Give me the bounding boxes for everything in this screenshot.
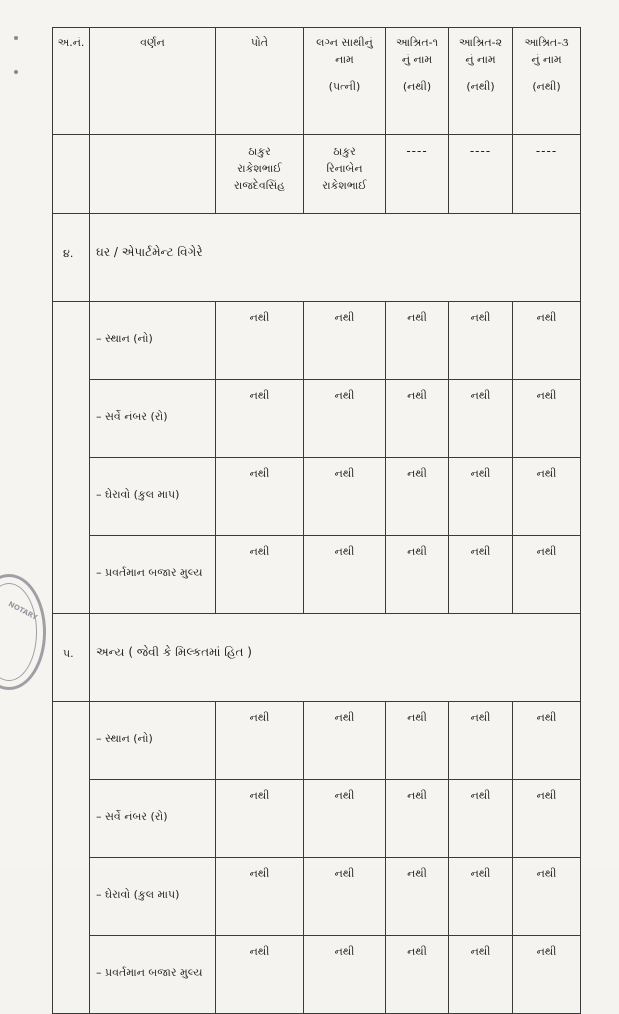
notary-stamp-text: NOTARY (6, 600, 39, 622)
header-spouse-line3: (પત્ની) (328, 80, 361, 93)
header-dep3-line3: (નથી) (532, 80, 561, 93)
value-dep2: નથી (449, 858, 513, 936)
value-spouse: નથી (304, 702, 386, 780)
header-description: વર્ણન (90, 28, 216, 135)
value-dep3: નથી (513, 380, 581, 458)
value-self: નથી (216, 380, 304, 458)
header-dep2-line1: આશ્રિત-૨ (458, 36, 503, 49)
names-desc-empty (90, 135, 216, 214)
table-row (53, 702, 581, 780)
section-5-serial: પ. (53, 614, 90, 702)
section-5-title: અન્ય ( જેવી કે મિલ્કતમાં હિત ) (90, 614, 386, 702)
table-row (53, 380, 581, 458)
value-self: નથી (216, 302, 304, 380)
value-self: નથી (216, 702, 304, 780)
row-label: – પ્રવર્તમાન બજાર મુલ્ય (90, 536, 216, 614)
table-row (53, 858, 581, 936)
header-dep1-line3: (નથી) (402, 80, 432, 93)
table-row (53, 780, 581, 858)
value-dep3: નથી (513, 858, 581, 936)
section-5-filler (386, 614, 581, 702)
value-dep1: નથી (386, 302, 449, 380)
value-spouse: નથી (304, 458, 386, 536)
value-dep2: નથી (449, 936, 513, 1014)
value-dep1: નથી (386, 858, 449, 936)
value-dep2: નથી (449, 702, 513, 780)
section-4-header (53, 214, 581, 302)
section-5-header (53, 614, 581, 702)
row-label: – પ્રવર્તમાન બજાર મુલ્ય (90, 936, 216, 1014)
value-self: નથી (216, 858, 304, 936)
row-label: – સ્થાન (નો) (90, 302, 216, 380)
header-dep2-line2: નું નામ (465, 53, 496, 66)
value-dep1: નથી (386, 380, 449, 458)
value-spouse: નથી (304, 858, 386, 936)
punch-hole (14, 36, 18, 40)
value-dep2: નથી (449, 302, 513, 380)
spouse-name-line1: ઠાકુર (333, 145, 356, 158)
notary-stamp-inner-ring (0, 583, 37, 681)
value-self: નથી (216, 780, 304, 858)
header-dependent-1 (386, 28, 449, 135)
value-dep1: નથી (386, 458, 449, 536)
punch-hole (14, 70, 18, 74)
header-dep3-line2: નું નામ (531, 53, 562, 66)
value-dep3: નથી (513, 458, 581, 536)
self-name-line2: રાકેશભાઈ (237, 162, 282, 175)
header-spouse-line1: લગ્ન સાથીનું (316, 36, 373, 49)
value-dep2: નથી (449, 458, 513, 536)
header-spouse (304, 28, 386, 135)
section-4-title: ઘર / એપાર્ટમેન્ટ વિગેરે (90, 214, 386, 302)
header-spouse-line2: નામ (335, 53, 354, 66)
header-dep1-line1: આશ્રિત-૧ (395, 36, 439, 49)
value-spouse: નથી (304, 536, 386, 614)
value-spouse: નથી (304, 380, 386, 458)
table-row (53, 458, 581, 536)
header-dep3-line1: આશ્રિત-૩ (524, 36, 569, 49)
header-dep1-line2: નું નામ (401, 53, 433, 66)
row-label: – સર્વે નંબર (રો) (90, 380, 216, 458)
value-dep3: નથી (513, 536, 581, 614)
row-label: – સ્થાન (નો) (90, 702, 216, 780)
value-dep2: નથી (449, 536, 513, 614)
value-dep3: નથી (513, 702, 581, 780)
self-name-line3: રાજદેવસિંહ (233, 179, 285, 192)
row-label: – ઘેરાવો (કુલ માપ) (90, 458, 216, 536)
value-dep1: નથી (386, 536, 449, 614)
header-dependent-2 (449, 28, 513, 135)
self-name (216, 135, 304, 214)
spouse-name-line3: રાકેશભાઈ (322, 179, 367, 192)
header-dep2-line3: (નથી) (466, 80, 495, 93)
header-self: પોતે (216, 28, 304, 135)
spouse-name (304, 135, 386, 214)
section-4-serial: ૪. (53, 214, 90, 302)
names-serial-empty (53, 135, 90, 214)
header-serial: અ.નં. (53, 28, 90, 135)
value-dep2: નથી (449, 380, 513, 458)
names-row (53, 135, 581, 214)
value-dep3: નથી (513, 780, 581, 858)
value-spouse: નથી (304, 936, 386, 1014)
table-row (53, 302, 581, 380)
value-spouse: નથી (304, 780, 386, 858)
header-dependent-3 (513, 28, 581, 135)
self-name-line1: ઠાકુર (248, 145, 271, 158)
value-dep1: નથી (386, 780, 449, 858)
value-self: નથી (216, 536, 304, 614)
spouse-name-line2: રિનાબેન (326, 162, 363, 175)
value-self: નથી (216, 458, 304, 536)
value-dep1: નથી (386, 936, 449, 1014)
dependent-3-name: ---- (513, 135, 581, 214)
section-4-filler (386, 214, 581, 302)
table-header-row (53, 28, 581, 135)
notary-stamp (0, 574, 46, 690)
value-dep3: નથી (513, 936, 581, 1014)
table-row (53, 936, 581, 1014)
dependent-1-name: ---- (386, 135, 449, 214)
value-dep1: નથી (386, 702, 449, 780)
dependent-2-name: ---- (449, 135, 513, 214)
table-row (53, 536, 581, 614)
value-self: નથી (216, 936, 304, 1014)
value-spouse: નથી (304, 302, 386, 380)
row-label: – ઘેરાવો (કુલ માપ) (90, 858, 216, 936)
value-dep3: નથી (513, 302, 581, 380)
row-label: – સર્વે નંબર (રો) (90, 780, 216, 858)
value-dep2: નથી (449, 780, 513, 858)
